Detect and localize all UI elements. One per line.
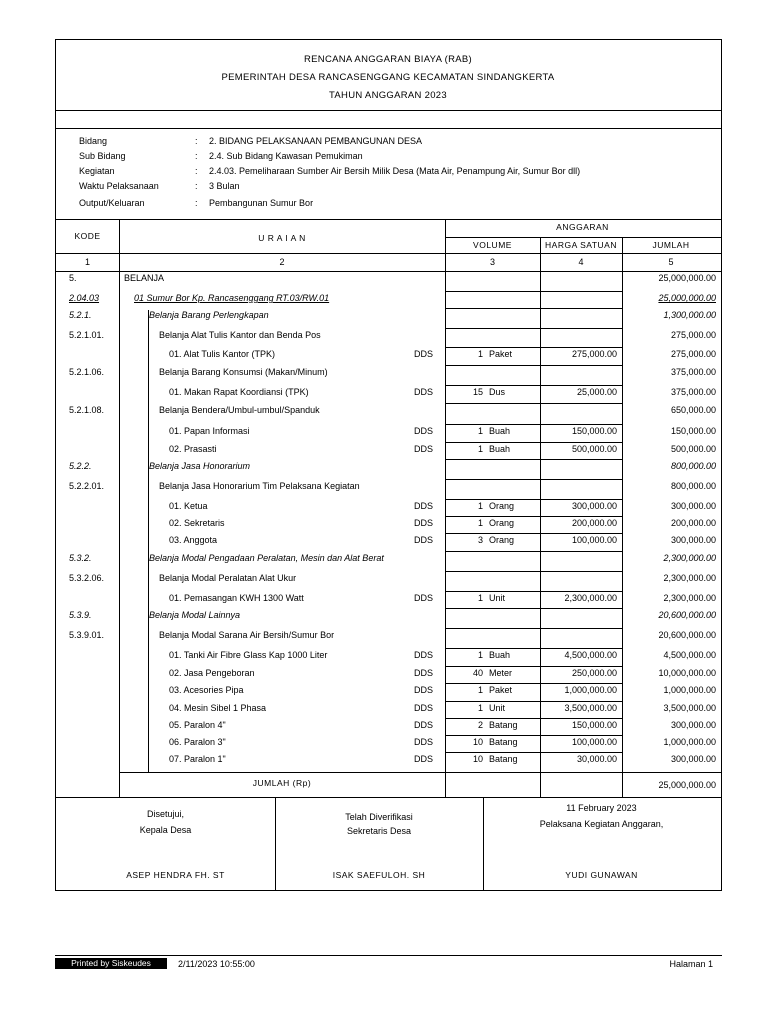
row-unit: Orang [489, 501, 515, 511]
row-uraian: Belanja Modal Lainnya [149, 610, 241, 620]
row-kode: 5.2.1. [69, 310, 92, 320]
row-jumlah: 20,600,000.00 [658, 630, 716, 640]
row-uraian: Belanja Barang Konsumsi (Makan/Minum) [159, 367, 328, 377]
row-volume: 40 [472, 668, 483, 678]
row-kode: 5.3.9. [69, 610, 92, 620]
print-datetime: 2/11/2023 10:55:00 [178, 959, 255, 969]
row-source: DDS [414, 650, 434, 660]
row-volume: 1 [477, 518, 483, 528]
row-jumlah: 1,300,000.00 [663, 310, 716, 320]
row-source: DDS [414, 535, 434, 545]
row-volume: 10 [472, 737, 483, 747]
sig-verified-title: Sekretaris Desa [346, 826, 412, 836]
col-volume: VOLUME [473, 240, 512, 250]
col-uraian: U R A I A N [258, 233, 306, 243]
row-uraian: 01. Pemasangan KWH 1300 Watt [169, 593, 304, 603]
doc-title: RENCANA ANGGARAN BIAYA (RAB) [303, 54, 472, 65]
row-jumlah: 1,000,000.00 [663, 685, 716, 695]
row-divider [445, 328, 623, 329]
row-kode: 5.2.1.01. [69, 330, 105, 340]
row-unit: Dus [489, 387, 506, 397]
row-harga: 300,000.00 [571, 501, 617, 511]
row-uraian: 01. Alat Tulis Kantor (TPK) [169, 349, 276, 359]
row-uraian: 05. Paralon 4" [169, 720, 226, 730]
row-source: DDS [414, 444, 434, 454]
row-kode: 5. [69, 273, 77, 283]
sig-verified-name: ISAK SAEFULOH. SH [332, 870, 426, 880]
row-divider [445, 347, 623, 348]
total-label: JUMLAH (Rp) [252, 778, 312, 788]
row-harga: 150,000.00 [571, 426, 617, 436]
row-jumlah: 2,300,000.00 [663, 573, 716, 583]
sig-executor-name: YUDI GUNAWAN [565, 870, 638, 880]
row-jumlah: 2,300,000.00 [663, 553, 716, 563]
row-uraian: Belanja Modal Peralatan Alat Ukur [159, 573, 297, 583]
row-harga: 250,000.00 [571, 668, 617, 678]
row-divider [445, 701, 623, 702]
row-unit: Batang [489, 754, 518, 764]
sig-date: 11 February 2023 [566, 803, 637, 813]
row-source: DDS [414, 720, 434, 730]
row-source: DDS [414, 501, 434, 511]
row-jumlah: 500,000.00 [670, 444, 716, 454]
row-uraian: 03. Acesories Pipa [169, 685, 244, 695]
row-uraian: 03. Anggota [169, 535, 218, 545]
row-uraian: BELANJA [124, 273, 165, 283]
row-unit: Meter [489, 668, 513, 678]
row-uraian: Belanja Bendera/Umbul-umbul/Spanduk [159, 405, 320, 415]
row-jumlah: 275,000.00 [670, 349, 716, 359]
row-uraian: 01. Papan Informasi [169, 426, 250, 436]
footer-rule [55, 955, 722, 956]
info-colon: : [195, 136, 198, 146]
row-jumlah: 275,000.00 [670, 330, 716, 340]
sig-approved-name: ASEP HENDRA FH. ST [126, 870, 225, 880]
row-unit: Paket [489, 685, 513, 695]
row-divider [445, 442, 623, 443]
row-source: DDS [414, 668, 434, 678]
info-colon: : [195, 181, 198, 191]
row-source: DDS [414, 754, 434, 764]
row-volume: 1 [477, 349, 483, 359]
row-jumlah: 650,000.00 [670, 405, 716, 415]
row-jumlah: 4,500,000.00 [663, 650, 716, 660]
row-volume: 1 [477, 593, 483, 603]
row-jumlah: 150,000.00 [670, 426, 716, 436]
row-jumlah: 1,000,000.00 [663, 737, 716, 747]
row-divider [445, 735, 623, 736]
info-value: 2.4. Sub Bidang Kawasan Pemukiman [209, 151, 363, 161]
row-kode: 2.04.03 [69, 293, 100, 303]
row-jumlah: 300,000.00 [670, 501, 716, 511]
row-kode: 5.2.2.01. [69, 481, 105, 491]
info-label: Output/Keluaran [79, 198, 145, 208]
row-source: DDS [414, 703, 434, 713]
row-divider [445, 628, 623, 629]
row-unit: Unit [489, 593, 506, 603]
row-divider [445, 608, 623, 609]
row-jumlah: 375,000.00 [670, 387, 716, 397]
row-harga: 200,000.00 [571, 518, 617, 528]
row-divider [445, 499, 623, 500]
row-unit: Unit [489, 703, 506, 713]
row-divider [445, 459, 623, 460]
row-harga: 275,000.00 [571, 349, 617, 359]
row-divider [445, 718, 623, 719]
row-harga: 4,500,000.00 [564, 650, 617, 660]
row-jumlah: 800,000.00 [670, 461, 716, 471]
row-harga: 150,000.00 [571, 720, 617, 730]
row-volume: 3 [477, 535, 483, 545]
info-value: 3 Bulan [209, 181, 240, 191]
col-num-4: 4 [578, 257, 584, 267]
row-jumlah: 10,000,000.00 [658, 668, 716, 678]
row-harga: 3,500,000.00 [564, 703, 617, 713]
row-divider [445, 291, 623, 292]
row-uraian: Belanja Barang Perlengkapan [149, 310, 269, 320]
row-divider [445, 591, 623, 592]
doc-year: TAHUN ANGGARAN 2023 [329, 90, 447, 101]
col-kode: KODE [74, 231, 101, 241]
page-number: Halaman 1 [669, 959, 713, 969]
rab-document-frame [55, 39, 722, 891]
info-value: 2.4.03. Pemeliharaan Sumber Air Bersih Milik Desa (Mata Air, Penampung Air, Sumur Bor dll) [209, 166, 581, 176]
row-unit: Buah [489, 444, 511, 454]
row-volume: 2 [477, 720, 483, 730]
row-source: DDS [414, 349, 434, 359]
row-uraian: 02. Prasasti [169, 444, 217, 454]
row-uraian: Belanja Alat Tulis Kantor dan Benda Pos [159, 330, 321, 340]
row-uraian: 02. Jasa Pengeboran [169, 668, 255, 678]
row-jumlah: 3,500,000.00 [663, 703, 716, 713]
printed-by-badge: Printed by Siskeudes [55, 958, 167, 969]
info-colon: : [195, 166, 198, 176]
info-label: Bidang [79, 136, 108, 146]
col-anggaran: ANGGARAN [556, 222, 609, 232]
row-source: DDS [414, 426, 434, 436]
row-divider [445, 648, 623, 649]
row-jumlah: 25,000,000.00 [658, 293, 716, 303]
row-volume: 1 [477, 426, 483, 436]
row-uraian: 01. Tanki Air Fibre Glass Kap 1000 Liter [169, 650, 328, 660]
row-uraian: 07. Paralon 1" [169, 754, 226, 764]
row-jumlah: 300,000.00 [670, 754, 716, 764]
row-divider [445, 533, 623, 534]
row-jumlah: 300,000.00 [670, 535, 716, 545]
row-divider [445, 424, 623, 425]
sig-executor-title: Pelaksana Kegiatan Anggaran, [539, 819, 664, 829]
row-harga: 25,000.00 [576, 387, 617, 397]
col-num-2: 2 [279, 257, 285, 267]
info-colon: : [195, 151, 198, 161]
row-uraian: 02. Sekretaris [169, 518, 225, 528]
row-unit: Batang [489, 720, 518, 730]
col-num-3: 3 [489, 257, 495, 267]
row-uraian: Belanja Jasa Honorarium [149, 461, 251, 471]
row-volume: 1 [477, 703, 483, 713]
row-volume: 1 [477, 685, 483, 695]
row-harga: 500,000.00 [571, 444, 617, 454]
row-harga: 1,000,000.00 [564, 685, 617, 695]
row-unit: Buah [489, 650, 511, 660]
row-uraian: Belanja Jasa Honorarium Tim Pelaksana Kegiatan [159, 481, 360, 491]
sig-approved-title: Kepala Desa [139, 825, 192, 835]
col-jumlah: JUMLAH [652, 240, 690, 250]
row-uraian: 01 Sumur Bor Kp. Rancasenggang RT.03/RW.01 [134, 293, 330, 303]
row-uraian: Belanja Modal Pengadaan Peralatan, Mesin dan Alat Berat [149, 553, 384, 563]
row-uraian: 06. Paralon 3" [169, 737, 226, 747]
doc-subtitle: PEMERINTAH DESA RANCASENGGANG KECAMATAN SINDANGKERTA [221, 72, 555, 83]
row-source: DDS [414, 737, 434, 747]
row-kode: 5.2.1.06. [69, 367, 105, 377]
row-jumlah: 25,000,000.00 [658, 273, 716, 283]
row-volume: 1 [477, 650, 483, 660]
row-divider [445, 403, 623, 404]
row-unit: Orang [489, 535, 515, 545]
row-jumlah: 2,300,000.00 [663, 593, 716, 603]
row-volume: 10 [472, 754, 483, 764]
info-colon: : [195, 198, 198, 208]
info-label: Kegiatan [79, 166, 115, 176]
col-num-1: 1 [84, 257, 90, 267]
row-volume: 15 [472, 387, 483, 397]
row-kode: 5.2.1.08. [69, 405, 105, 415]
row-kode: 5.3.2. [69, 553, 92, 563]
row-divider [445, 683, 623, 684]
row-divider [445, 479, 623, 480]
row-jumlah: 200,000.00 [670, 518, 716, 528]
row-harga: 100,000.00 [571, 535, 617, 545]
row-uraian: Belanja Modal Sarana Air Bersih/Sumur Bor [159, 630, 335, 640]
row-jumlah: 375,000.00 [670, 367, 716, 377]
row-jumlah: 800,000.00 [670, 481, 716, 491]
row-harga: 2,300,000.00 [564, 593, 617, 603]
row-divider [445, 308, 623, 309]
row-jumlah: 20,600,000.00 [658, 610, 716, 620]
info-label: Sub Bidang [79, 151, 126, 161]
total-value: 25,000,000.00 [658, 780, 716, 790]
row-unit: Batang [489, 737, 518, 747]
col-num-5: 5 [668, 257, 674, 267]
row-divider [445, 385, 623, 386]
row-source: DDS [414, 518, 434, 528]
row-divider [445, 666, 623, 667]
sig-verified-label: Telah Diverifikasi [345, 812, 413, 822]
row-harga: 100,000.00 [571, 737, 617, 747]
row-source: DDS [414, 387, 434, 397]
row-kode: 5.2.2. [69, 461, 92, 471]
row-source: DDS [414, 593, 434, 603]
row-volume: 1 [477, 501, 483, 511]
row-source: DDS [414, 685, 434, 695]
info-value: Pembangunan Sumur Bor [209, 198, 314, 208]
row-divider [445, 365, 623, 366]
row-kode: 5.3.2.06. [69, 573, 105, 583]
row-divider [445, 752, 623, 753]
row-unit: Paket [489, 349, 513, 359]
row-volume: 1 [477, 444, 483, 454]
row-harga: 30,000.00 [576, 754, 617, 764]
row-kode: 5.3.9.01. [69, 630, 105, 640]
sig-approved-label: Disetujui, [146, 809, 184, 819]
row-divider [445, 551, 623, 552]
row-unit: Orang [489, 518, 515, 528]
row-uraian: 01. Ketua [169, 501, 208, 511]
row-jumlah: 300,000.00 [670, 720, 716, 730]
row-uraian: 01. Makan Rapat Koordiansi (TPK) [169, 387, 309, 397]
row-unit: Buah [489, 426, 511, 436]
row-divider [445, 516, 623, 517]
info-label: Waktu Pelaksanaan [79, 181, 159, 191]
row-uraian: 04. Mesin Sibel 1 Phasa [169, 703, 267, 713]
col-harga-satuan: HARGA SATUAN [545, 240, 617, 250]
row-divider [445, 571, 623, 572]
info-value: 2. BIDANG PELAKSANAAN PEMBANGUNAN DESA [209, 136, 423, 146]
